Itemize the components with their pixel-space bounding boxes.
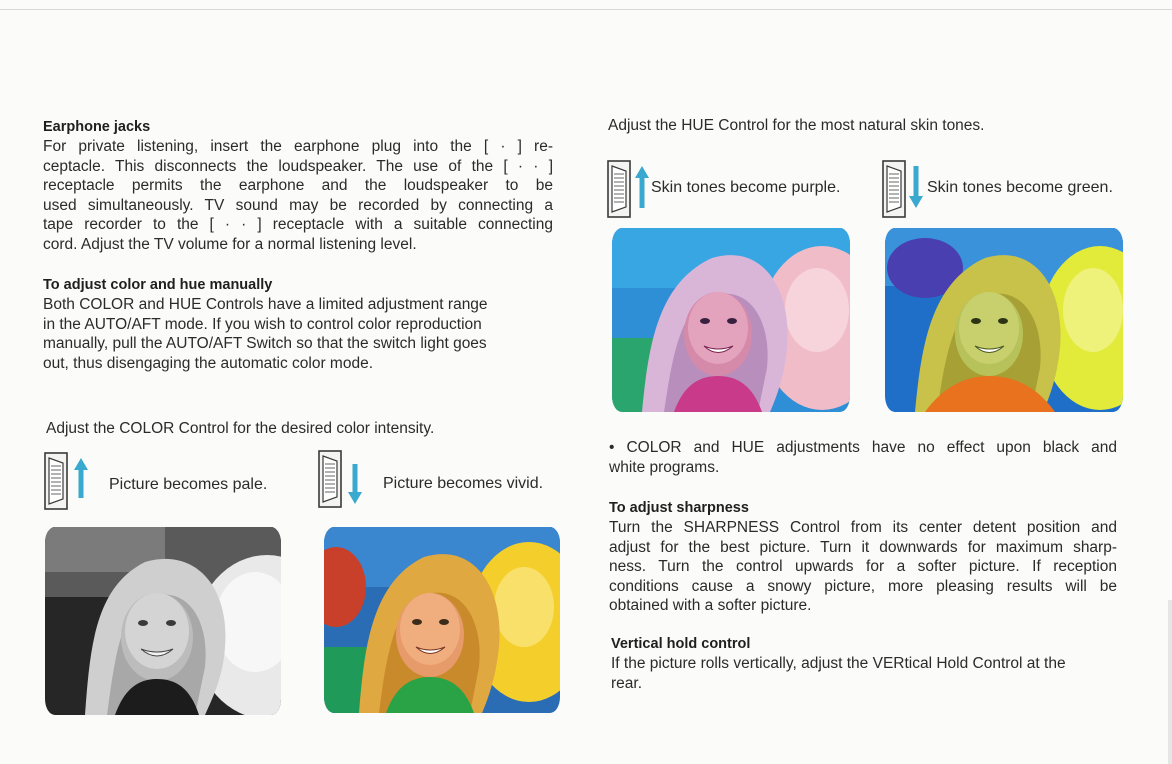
bw-note-section <box>609 438 1117 477</box>
sharpness-line: conditions cause a snowy picture, more pleasing results will be <box>609 577 1117 595</box>
vertical-hold-section <box>611 635 1123 693</box>
sharpness-body <box>609 518 1117 616</box>
color-up-label: Picture becomes pale. <box>109 476 268 493</box>
manual-color-heading: To adjust color and hue manually <box>43 277 273 293</box>
earphone-line: tape recorder to the [ · · ] receptacle with a suitable connecting <box>43 216 553 234</box>
tv-photo-pale <box>45 527 281 715</box>
tv-photo-green <box>885 228 1123 412</box>
manual-color-line: out, thus disengaging the automatic color mode. <box>43 354 374 372</box>
sharpness-line: obtained with a softer picture. <box>609 597 812 615</box>
manual-color-line: Both COLOR and HUE Controls have a limited adjustment range <box>43 296 488 313</box>
bw-note-line: • COLOR and HUE adjustments have no effect upon black and <box>609 439 1117 456</box>
hue-up-indicator <box>607 160 867 220</box>
page-top-rule <box>0 9 1172 10</box>
vertical-hold-body <box>611 654 1123 693</box>
control-knob-icon <box>44 452 68 510</box>
hue-up-label: Skin tones become purple. <box>651 179 841 196</box>
sharpness-section <box>609 499 1117 616</box>
color-control-intro: Adjust the COLOR Control for the desired color intensity. <box>46 420 435 437</box>
hue-down-label: Skin tones become green. <box>927 179 1113 196</box>
hue-control-intro: Adjust the HUE Control for the most natural skin tones. <box>608 117 985 134</box>
tv-photo-purple <box>612 228 850 412</box>
earphone-line: cord. Adjust the TV volume for a normal listening level. <box>43 235 417 253</box>
page-edge-shadow <box>1168 600 1172 764</box>
manual-color-body <box>43 295 533 373</box>
color-down-label: Picture becomes vivid. <box>383 475 544 492</box>
vertical-hold-line: If the picture rolls vertically, adjust the VERtical Hold Control at the <box>611 655 1066 672</box>
control-knob-icon <box>318 450 342 508</box>
sharpness-line: ness. Turn the control upwards for a softer picture. If reception <box>609 558 1117 576</box>
color-up-indicator <box>44 452 284 512</box>
earphone-line: ceptacle. This disconnects the loudspeaker. The use of the [ · · ] <box>43 157 553 175</box>
sharpness-heading: To adjust sharpness <box>609 500 749 516</box>
earphone-line: used simultaneously. TV sound may be recorded by connecting a <box>43 196 553 214</box>
sharpness-line: adjust for the best picture. Turn it downwards for maximum sharp- <box>609 538 1117 556</box>
arrow-down-icon <box>909 166 923 208</box>
vertical-hold-line: rear. <box>611 674 643 692</box>
tv-photo-vivid <box>324 527 560 713</box>
earphone-line: For private listening, insert the earphone plug into the [ · ] re- <box>43 138 553 155</box>
manual-color-section <box>43 276 533 373</box>
earphone-heading: Earphone jacks <box>43 119 151 135</box>
arrow-up-icon <box>635 166 649 208</box>
arrow-up-icon <box>74 458 88 498</box>
arrow-down-icon <box>348 464 362 504</box>
control-knob-icon <box>882 160 906 218</box>
sharpness-line: Turn the SHARPNESS Control from its center detent position and <box>609 519 1117 536</box>
earphone-section <box>43 118 553 255</box>
bw-note-line: white programs. <box>609 458 720 476</box>
control-knob-icon <box>607 160 631 218</box>
earphone-line: receptacle permits the earphone and the loudspeaker to be <box>43 177 553 195</box>
hue-down-indicator <box>882 160 1152 220</box>
manual-color-line: in the AUTO/AFT mode. If you wish to control color reproduction <box>43 315 482 333</box>
color-down-indicator <box>318 450 568 510</box>
manual-color-line: manually, pull the AUTO/AFT Switch so that the switch light goes <box>43 335 487 353</box>
earphone-body <box>43 137 553 255</box>
vertical-hold-heading: Vertical hold control <box>611 636 751 652</box>
